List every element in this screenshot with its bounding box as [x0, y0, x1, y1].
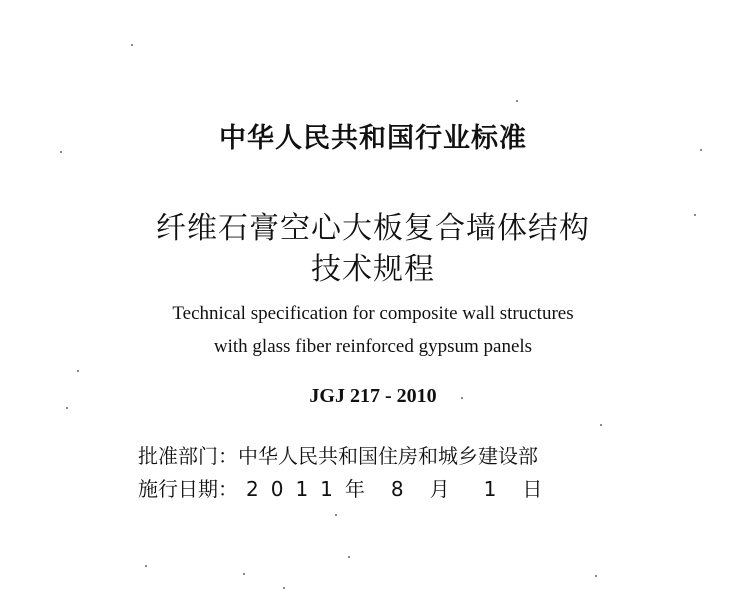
scan-speck — [283, 587, 285, 589]
effective-year-unit: 年 — [344, 477, 365, 501]
scan-speck — [60, 151, 62, 153]
scan-speck — [77, 370, 79, 372]
approval-row — [138, 440, 538, 469]
effective-day: 1 — [483, 477, 497, 501]
scan-speck — [243, 573, 245, 575]
effective-date-label: 施行日期： — [138, 477, 238, 501]
scan-speck — [461, 397, 463, 399]
scan-speck — [348, 556, 350, 558]
title-en-line1: Technical specification for composite wall structures — [172, 303, 574, 324]
title-en-line2: with glass fiber reinforced gypsum panels — [213, 336, 533, 357]
scan-speck — [66, 407, 68, 409]
scan-speck — [700, 149, 702, 151]
effective-month-unit: 月 — [429, 477, 450, 501]
title-zh-line1: 纤维石膏空心大板复合墙体结构 — [156, 211, 590, 246]
scan-speck — [694, 214, 696, 216]
approval-authority: 中华人民共和国住房和城乡建设部 — [238, 444, 538, 468]
effective-date-row — [138, 473, 542, 502]
scan-speck — [516, 100, 518, 102]
scan-speck — [595, 575, 597, 577]
effective-month: 8 — [390, 477, 404, 501]
scan-speck — [335, 514, 337, 516]
scan-speck — [600, 424, 602, 426]
standard-type-heading: 中华人民共和国行业标准 — [219, 123, 527, 154]
approval-label: 批准部门： — [138, 444, 238, 468]
title-zh-line2: 技术规程 — [311, 252, 435, 287]
effective-year: 2011 — [246, 477, 345, 501]
scan-speck — [131, 44, 133, 46]
effective-day-unit: 日 — [522, 477, 543, 501]
standard-code: JGJ 217 - 2010 — [309, 385, 437, 407]
scan-speck — [145, 565, 147, 567]
